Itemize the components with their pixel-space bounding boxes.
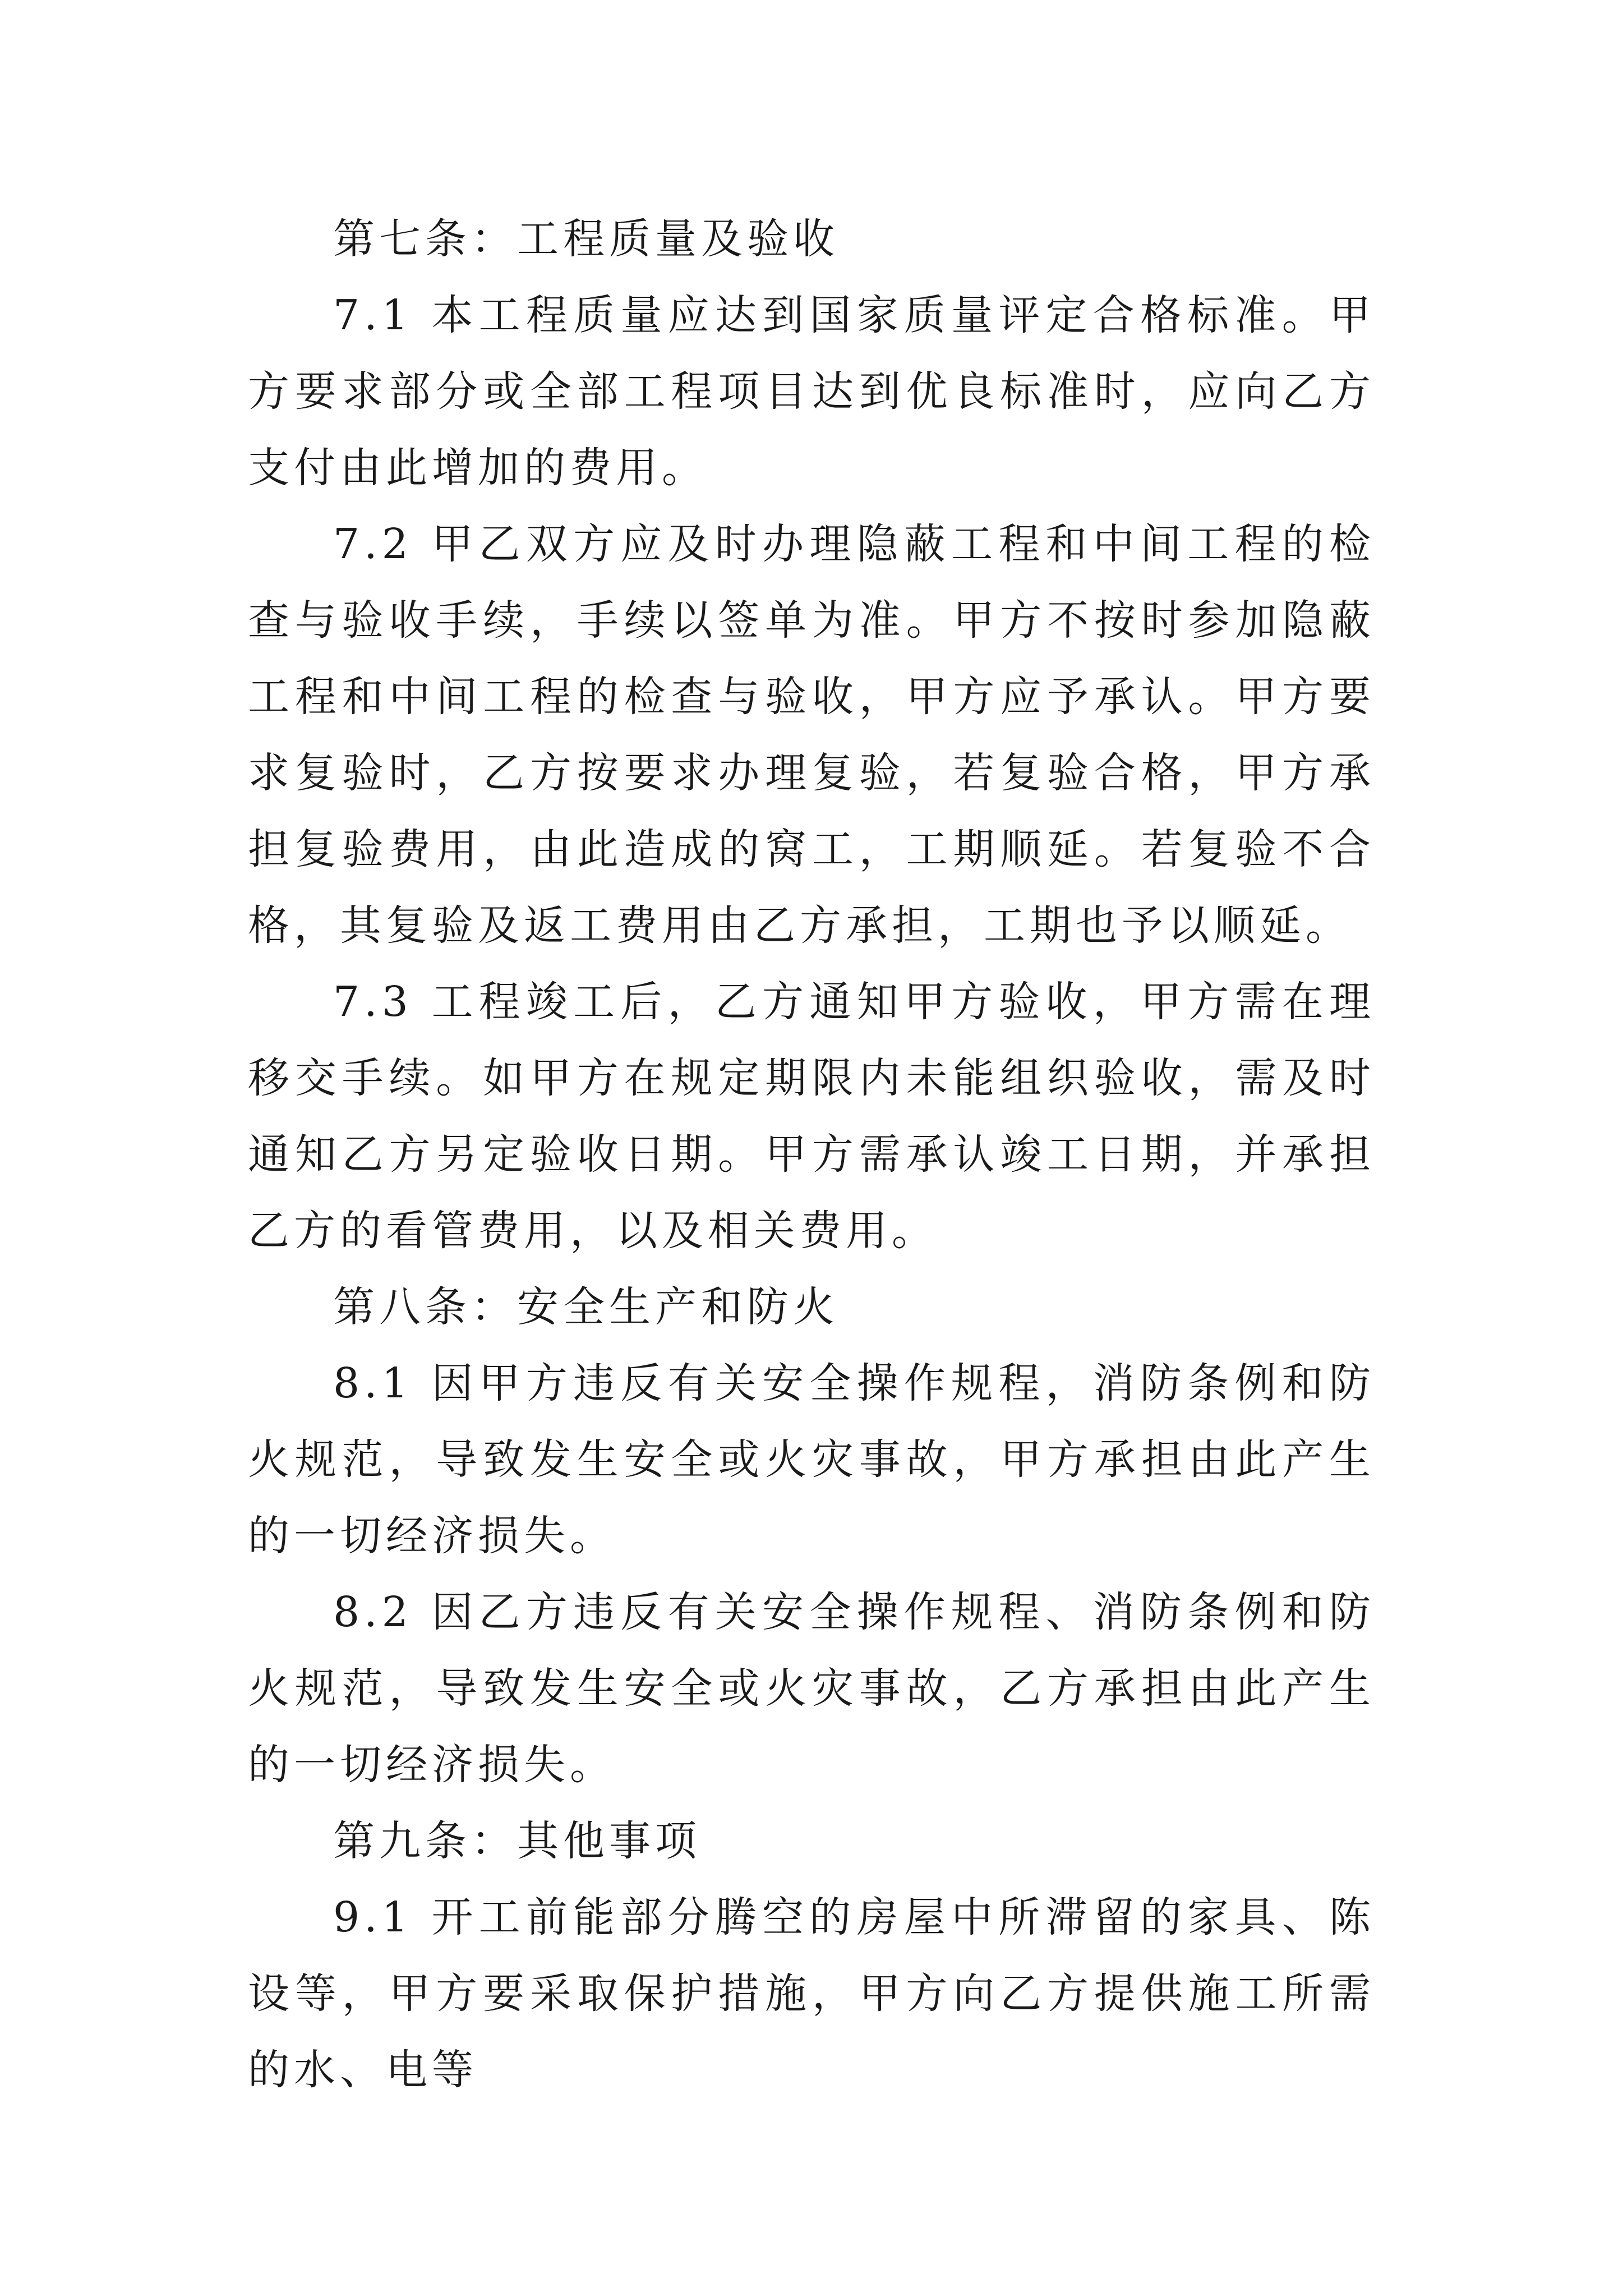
section-heading-9: 第九条：其他事项: [333, 1817, 701, 1865]
clause-8-1: 8.1 因甲方违反有关安全操作规程，消防条例和防火规范，导致发生安全或火灾事故，甲方承担由此产生的一切经济损失。: [248, 1359, 1375, 1560]
clause-9-1: 9.1 开工前能部分腾空的房屋中所滞留的家具、陈设等，甲方要采取保护措施，甲方向乙方提供施工所需的水、电等: [248, 1893, 1375, 2094]
section-heading-7: 第七条：工程质量及验收: [333, 215, 839, 263]
clause-7-1: 7.1 本工程质量应达到国家质量评定合格标准。甲方要求部分或全部工程项目达到优良标准时，应向乙方支付由此增加的费用。: [248, 291, 1375, 492]
section-heading-8: 第八条：安全生产和防火: [333, 1283, 839, 1331]
clause-7-2: 7.2 甲乙双方应及时办理隐蔽工程和中间工程的检查与验收手续，手续以签单为准。甲方不按时参加隐蔽工程和中间工程的检查与验收，甲方应予承认。甲方要求复验时，乙方按要求办理复验，若复验合格，甲方承担复验费用，由此造成的窝工，工期顺延。若复验不合格，其复验及返工费用由乙方承担，工期也予以顺延。: [248, 520, 1375, 950]
clause-8-2: 8.2 因乙方违反有关安全操作规程、消防条例和防火规范，导致发生安全或火灾事故，乙方承担由此产生的一切经济损失。: [248, 1588, 1375, 1789]
document-body: [248, 201, 1375, 2108]
clause-7-3: 7.3 工程竣工后，乙方通知甲方验收，甲方需在理移交手续。如甲方在规定期限内未能组织验收，需及时通知乙方另定验收日期。甲方需承认竣工日期，并承担乙方的看管费用，以及相关费用。: [248, 978, 1375, 1255]
